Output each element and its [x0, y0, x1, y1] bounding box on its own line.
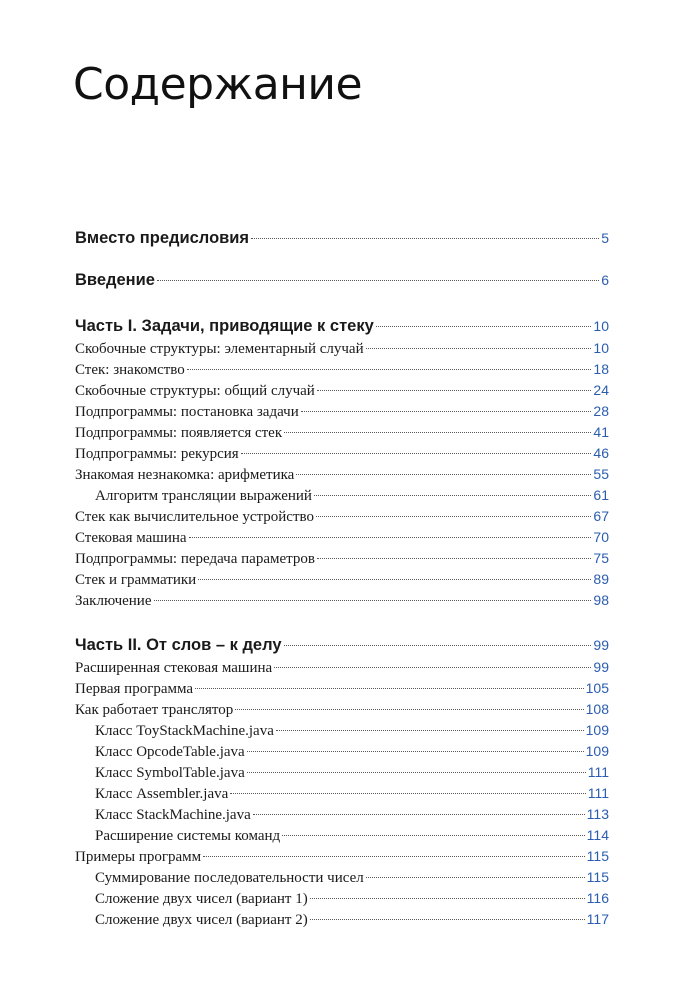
dot-leader	[314, 495, 591, 496]
toc-entry-title: Введение	[75, 271, 155, 289]
toc-entry-title: Суммирование последовательности чисел	[95, 870, 364, 886]
toc-entry-part-2[interactable]	[75, 633, 609, 657]
toc-page-number: 116	[586, 890, 609, 906]
toc-page-number: 105	[585, 680, 609, 696]
dot-leader	[284, 645, 592, 646]
toc-entry[interactable]	[75, 359, 609, 380]
dot-leader	[276, 730, 584, 731]
toc-page-number: 89	[593, 571, 609, 587]
toc-entry[interactable]	[75, 569, 609, 590]
toc-page-number: 61	[593, 487, 609, 503]
dot-leader	[195, 688, 584, 689]
toc-page-number: 75	[593, 550, 609, 566]
dot-leader	[157, 280, 599, 281]
toc-page-number: 114	[586, 827, 609, 843]
toc-page-number: 111	[587, 785, 609, 801]
dot-leader	[253, 814, 585, 815]
toc-page-number: 10	[593, 318, 609, 334]
dot-leader	[310, 898, 585, 899]
toc-entry-title: Класс ToyStackMachine.java	[95, 723, 274, 739]
toc-subentry[interactable]	[75, 888, 609, 909]
toc-page-number: 70	[593, 529, 609, 545]
dot-leader	[247, 751, 584, 752]
toc-entry-title: Заключение	[75, 593, 152, 609]
toc-entry-title: Класс StackMachine.java	[95, 807, 251, 823]
toc-entry-title: Подпрограммы: постановка задачи	[75, 404, 299, 420]
toc-page-number: 98	[593, 592, 609, 608]
toc-page-number: 108	[585, 701, 609, 717]
toc-entry-title: Скобочные структуры: элементарный случай	[75, 341, 364, 357]
toc-entry-preface[interactable]	[75, 226, 609, 250]
toc-page-number: 99	[593, 637, 609, 653]
toc-entry-title: Класс Assembler.java	[95, 786, 229, 802]
dot-leader	[247, 772, 586, 773]
toc-entry-title: Класс SymbolTable.java	[95, 765, 245, 781]
toc-page-number: 99	[593, 659, 609, 675]
toc-entry[interactable]	[75, 657, 609, 678]
toc-subentry[interactable]	[75, 720, 609, 741]
dot-leader	[187, 369, 592, 370]
toc-page-number: 41	[593, 424, 609, 440]
toc-entry-title: Сложение двух чисел (вариант 2)	[95, 912, 308, 928]
toc-page-number: 28	[593, 403, 609, 419]
toc-page-number: 6	[601, 272, 609, 288]
toc-entry[interactable]	[75, 401, 609, 422]
toc-page-number: 109	[585, 743, 609, 759]
dot-leader	[235, 709, 583, 710]
dot-leader	[317, 390, 592, 391]
toc-page-number: 55	[593, 466, 609, 482]
toc-page-number: 5	[601, 230, 609, 246]
toc-entry-title: Алгоритм трансляции выражений	[95, 488, 312, 504]
toc-entry-title: Вместо предисловия	[75, 229, 250, 247]
dot-leader	[284, 432, 591, 433]
toc-page-number: 67	[593, 508, 609, 524]
dot-leader	[376, 326, 592, 327]
toc-entry-intro[interactable]	[75, 268, 609, 292]
table-of-contents	[75, 226, 609, 930]
dot-leader	[366, 348, 592, 349]
toc-page-number: 115	[586, 869, 609, 885]
toc-page-number: 111	[587, 764, 609, 780]
toc-entry[interactable]	[75, 548, 609, 569]
toc-page-number: 109	[585, 722, 609, 738]
toc-subentry[interactable]	[75, 485, 609, 506]
dot-leader	[154, 600, 592, 601]
toc-entry-title: Класс OpcodeTable.java	[95, 744, 245, 760]
dot-leader	[241, 453, 592, 454]
toc-entry[interactable]	[75, 699, 609, 720]
toc-entry-title: Скобочные структуры: общий случай	[75, 383, 315, 399]
toc-entry-title: Подпрограммы: рекурсия	[75, 446, 239, 462]
toc-subentry[interactable]	[75, 867, 609, 888]
toc-page-number: 46	[593, 445, 609, 461]
toc-entry[interactable]	[75, 527, 609, 548]
toc-entry[interactable]	[75, 506, 609, 527]
toc-page-number: 10	[593, 340, 609, 356]
toc-subentry[interactable]	[75, 825, 609, 846]
toc-entry[interactable]	[75, 590, 609, 611]
toc-page-number: 113	[586, 806, 609, 822]
page-title: Содержание	[73, 59, 363, 110]
toc-entry[interactable]	[75, 380, 609, 401]
dot-leader	[366, 877, 585, 878]
toc-subentry[interactable]	[75, 909, 609, 930]
toc-entry[interactable]	[75, 464, 609, 485]
dot-leader	[189, 537, 592, 538]
dot-leader	[296, 474, 591, 475]
toc-entry-title: Первая программа	[75, 681, 194, 697]
toc-entry-part-1[interactable]	[75, 314, 609, 338]
dot-leader	[301, 411, 592, 412]
dot-leader	[316, 516, 591, 517]
dot-leader	[230, 793, 585, 794]
toc-entry-title: Стек и грамматики	[75, 572, 197, 588]
toc-page-number: 24	[593, 382, 609, 398]
toc-entry-title: Знакомая незнакомка: арифметика	[75, 467, 295, 483]
toc-entry-title: Часть I. Задачи, приводящие к стеку	[75, 317, 374, 335]
toc-entry[interactable]	[75, 846, 609, 867]
dot-leader	[203, 856, 585, 857]
toc-subentry[interactable]	[75, 762, 609, 783]
dot-leader	[317, 558, 591, 559]
toc-subentry[interactable]	[75, 741, 609, 762]
dot-leader	[310, 919, 585, 920]
toc-page-number: 117	[586, 911, 609, 927]
toc-subentry[interactable]	[75, 783, 609, 804]
toc-entry[interactable]	[75, 678, 609, 699]
toc-entry[interactable]	[75, 443, 609, 464]
toc-entry[interactable]	[75, 422, 609, 443]
toc-page-number: 18	[593, 361, 609, 377]
toc-entry-title: Примеры программ	[75, 849, 202, 865]
dot-leader	[274, 667, 591, 668]
dot-leader	[198, 579, 591, 580]
toc-entry-title: Сложение двух чисел (вариант 1)	[95, 891, 308, 907]
toc-entry[interactable]	[75, 338, 609, 359]
toc-entry-title: Подпрограммы: появляется стек	[75, 425, 283, 441]
dot-leader	[282, 835, 584, 836]
toc-entry-title: Расширенная стековая машина	[75, 660, 273, 676]
toc-page-number: 115	[586, 848, 609, 864]
toc-entry-title: Стек: знакомство	[75, 362, 185, 378]
toc-entry-title: Как работает транслятор	[75, 702, 234, 718]
toc-entry-title: Часть II. От слов – к делу	[75, 636, 282, 654]
dot-leader	[251, 238, 599, 239]
toc-entry-title: Расширение системы команд	[95, 828, 281, 844]
toc-entry-title: Стековая машина	[75, 530, 187, 546]
toc-entry-title: Подпрограммы: передача параметров	[75, 551, 315, 567]
toc-entry-title: Стек как вычислительное устройство	[75, 509, 314, 525]
toc-subentry[interactable]	[75, 804, 609, 825]
